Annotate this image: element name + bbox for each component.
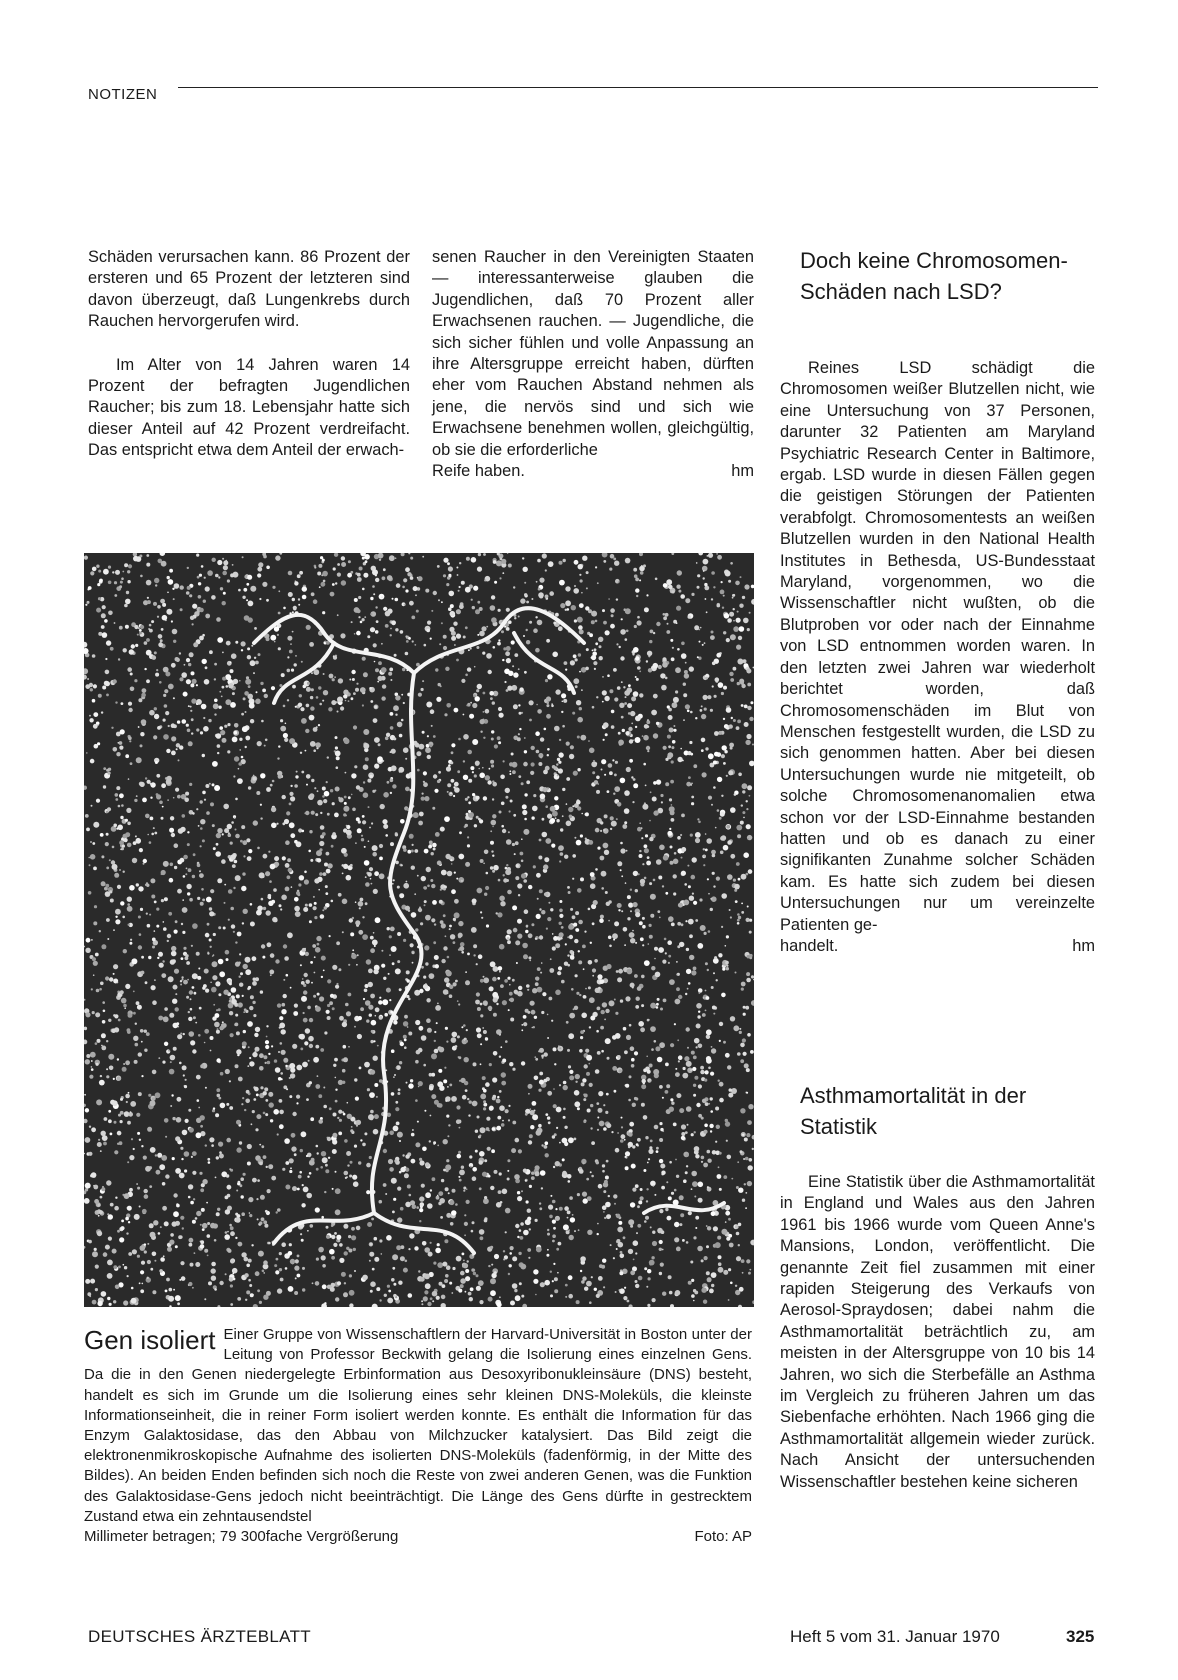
signoff-line: [780, 936, 1095, 957]
caption-credit-line: [84, 1527, 752, 1547]
article-title-asthma: Asthmamortalität in der Statistik: [800, 1083, 1027, 1139]
article-body-lsd: [780, 358, 1095, 957]
section-label: NOTIZEN: [88, 86, 158, 103]
article-body-asthma: [780, 1172, 1095, 1493]
paragraph: Schäden verursachen kann. 86 Prozent der ersteren und 65 Prozent der letzteren sind davon überzeugt, daß Lungenkrebs durch Rauchen hervorgerufen wird.: [88, 248, 410, 331]
caption-text: Einer Gruppe von Wissenschaftlern der Harvard-Universität in Boston unter der Leitung von Professor Beckwith gelang die Isolierung eines einzelnen Gens. Da die in den Genen niedergelegte Erbinformation aus Desoxyribonukleinsäure (DNS) besteht, handelt es sich im Grunde um die Isolierung eines sehr kleinen DNS-Moleküls, die kleinste Informationseinheit, die in reiner Form isoliert werden konnte. Es enthält die Information für das Enzym Galaktosidase, das den Abbau von Milchzucker katalysiert. Das Bild zeigt die elektronenmikroskopische Aufnahme des isolierten DNS-Moleküls (fadenförmig, in der Mitte des Bildes). An beiden Enden befinden sich noch die Reste von zwei anderen Genen, was die Funktion des Galaktosidase-Gens jedoch nicht beeinträchtigt. Die Länge des Gens dürfte in gestrecktem Zustand etwa ein zehntausendstel: [84, 1326, 752, 1525]
author-initials: hm: [1072, 936, 1095, 955]
paragraph: Reines LSD schädigt die Chromosomen weißer Blutzellen nicht, wie eine Untersuchung von 37 Personen, darunter 32 Patienten am Maryland Psychiatric Research Center in Baltimore, ergab. LSD wurde in diesen Fällen gegen die geistigen Störungen der Patienten verabfolgt. Chromosomentests an weißen Blutzellen wurden in den National Health Institutes in Bethesda, US-Bundesstaat Maryland, vorgenommen, wo die Wissenschaftler nicht wußten, ob die Blutproben vor oder nach der Einnahme von LSD entnommen worden waren. In den letzten zwei Jahren war wiederholt berichtet worden, daß Chromosomenschäden im Blut von Menschen festgestellt wurden, die LSD zu sich genommen hatten. Aber bei diesen Untersuchungen wurde nie mitgeteilt, ob solche Chromosomenanomalien etwa schon vor der LSD-Einnahme bestanden hatten und ob es danach zu einer signifikanten Zunahme solcher Schäden kam. Es hatte sich zudem bei diesen Untersuchungen nur um vereinzelte Patienten ge-: [780, 359, 1095, 934]
author-initials: hm: [731, 462, 754, 481]
last-line: Reife haben.: [432, 462, 525, 481]
paragraph: senen Raucher in den Vereinigten Staaten — interessanterweise glauben die Jugendlichen, daß 70 Prozent aller Erwachsenen rauchen. — Jugendliche, die sich sicher fühlen und volle Anpassung an ihre Altersgruppe erreicht haben, dürften eher vom Rauchen Abstand nehmen als jene, die nervös sind und sich wie Erwachsene benehmen wollen, gleichgültig, ob sie die erforderliche: [432, 248, 754, 459]
column-1: [88, 247, 410, 462]
last-line: handelt.: [780, 936, 839, 955]
publication-name: DEUTSCHES ÄRZTEBLATT: [88, 1627, 311, 1646]
caption-title: Gen isoliert: [84, 1325, 216, 1355]
paragraph: Eine Statistik über die Asthmamortalität in England und Wales aus den Jahren 1961 bis 1966 wurde vom Queen Anne's Mansions, London, veröffentlicht. Die genannte Zeit fiel zusammen mit einer rapiden Steigerung des Verkaufs von Aerosol-Spraydosen; dabei nahm die Asthmamortalität beträchtlich zu, am meisten in der Altersgruppe von 10 bis 14 Jahren, wo sich die Sterbefälle an Asthma im Vergleich zu früheren Jahren um das Siebenfache erhöhten. Nach 1966 ging die Asthmamortalität allgemein wieder zurück. Nach Ansicht der untersuchenden Wissenschaftler bestehen keine sicheren: [780, 1173, 1095, 1491]
photo-credit: Foto: AP: [694, 1528, 752, 1546]
issue-date: Heft 5 vom 31. Januar 1970: [790, 1627, 1000, 1646]
page-number: 325: [1066, 1627, 1095, 1646]
photo-caption: [84, 1325, 752, 1547]
signoff-line: [432, 461, 754, 482]
caption-last-line: Millimeter betragen; 79 300fache Vergrößerung: [84, 1528, 399, 1546]
electron-micrograph-photo: [84, 553, 754, 1307]
paragraph: Im Alter von 14 Jahren waren 14 Prozent der befragten Jugendlichen Raucher; bis zum 18. Lebensjahr hatte sich dieser Anteil auf 42 Prozent verdreifacht. Das entspricht etwa dem Anteil der erwach-: [88, 355, 410, 460]
article-title-lsd: Doch keine Chromosomen-Schäden nach LSD?: [800, 248, 1068, 304]
column-2: [432, 247, 754, 482]
header-rule: [178, 87, 1098, 88]
dna-molecule-image: [84, 553, 754, 1307]
